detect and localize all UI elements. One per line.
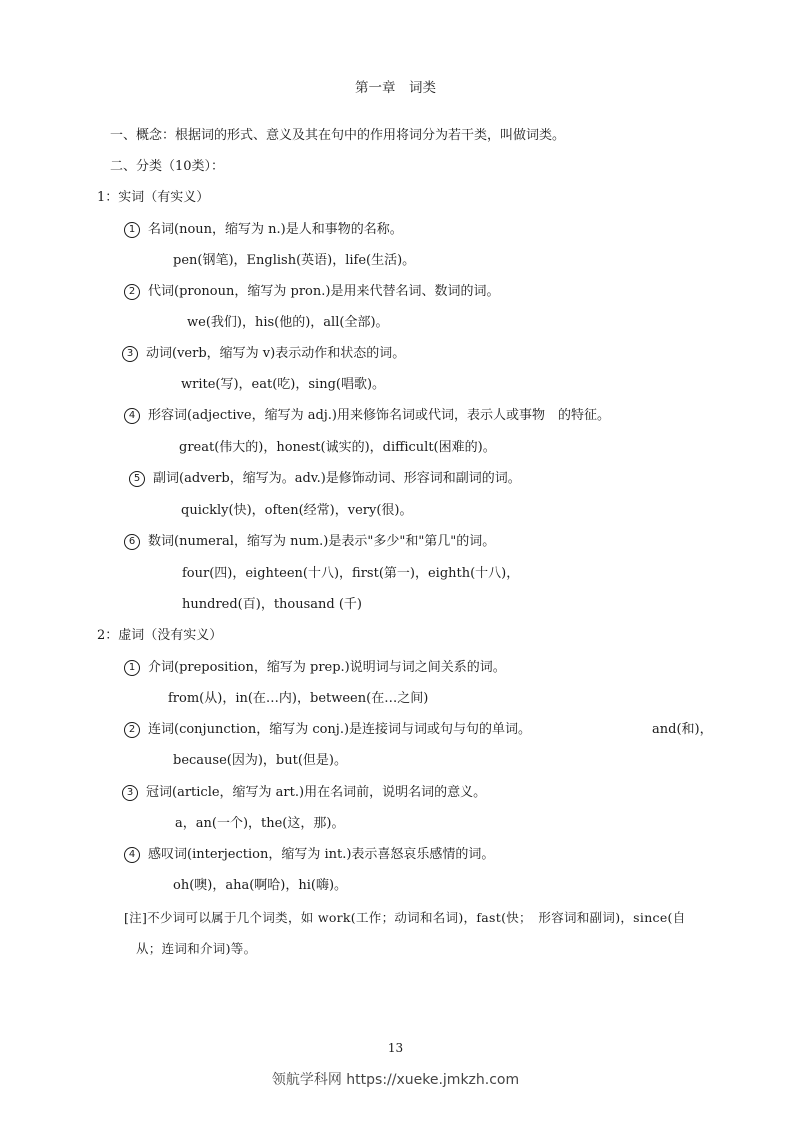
content-item-6 — [124, 533, 495, 551]
content-words-heading: 1：实词（有实义） — [97, 190, 210, 205]
function-item-3 — [122, 784, 486, 802]
item-example: because(因为)，but(但是)。 — [173, 753, 347, 768]
circled-number: 4 — [124, 847, 140, 863]
function-item-2 — [124, 721, 531, 739]
item-definition-tail: and(和)， — [652, 722, 713, 737]
classification-line: 二、分类（10类）： — [110, 159, 225, 174]
item-example: a，an(一个)，the(这，那)。 — [175, 816, 345, 831]
item-example: quickly(快)，often(经常)，very(很)。 — [181, 503, 413, 518]
circled-number: 5 — [129, 471, 145, 487]
circled-number: 2 — [124, 284, 140, 300]
item-definition: 动词(verb，缩写为 v)表示动作和状态的词。 — [146, 346, 406, 361]
item-definition: 代词(pronoun，缩写为 pron.)是用来代替名词、数词的词。 — [148, 284, 500, 299]
item-example: oh(噢)，aha(啊哈)，hi(嗨)。 — [173, 878, 348, 893]
concept-line: 一、概念：根据词的形式、意义及其在句中的作用将词分为若干类，叫做词类。 — [110, 128, 566, 143]
item-example: four(四)，eighteen(十八)，first(第一)，eighth(十八)， — [182, 566, 520, 581]
content-item-2 — [124, 283, 499, 301]
content-item-4 — [124, 407, 610, 425]
item-definition: 冠词(article，缩写为 art.)用在名词前，说明名词的意义。 — [146, 785, 487, 800]
item-definition: 形容词(adjective，缩写为 adj.)用来修饰名词或代词，表示人或事物 的特征。 — [148, 408, 611, 423]
page-number: 13 — [387, 1041, 404, 1055]
item-example: great(伟大的)，honest(诚实的)，difficult(困难的)。 — [179, 440, 496, 455]
circled-number: 6 — [124, 534, 140, 550]
function-words-heading: 2：虚词（没有实义） — [97, 628, 223, 643]
chapter-title: 第一章 词类 — [355, 80, 436, 96]
circled-number: 2 — [124, 722, 140, 738]
item-example: from(从)，in(在…内)，between(在…之间) — [168, 691, 429, 706]
circled-number: 1 — [124, 222, 140, 238]
content-item-5 — [129, 470, 521, 488]
note-line-2: 从；连词和介词)等。 — [136, 941, 257, 956]
function-item-4 — [124, 846, 494, 864]
footer-watermark: 领航学科网 https://xueke.jmkzh.com — [271, 1072, 520, 1088]
item-definition: 副词(adverb，缩写为。adv.)是修饰动词、形容词和副词的词。 — [153, 471, 521, 486]
item-example: write(写)，eat(吃)，sing(唱歌)。 — [181, 377, 386, 392]
circled-number: 4 — [124, 408, 140, 424]
item-definition: 名词(noun，缩写为 n.)是人和事物的名称。 — [148, 222, 403, 237]
item-example: we(我们)，his(他的)，all(全部)。 — [187, 315, 389, 330]
item-definition: 感叹词(interjection，缩写为 int.)表示喜怒哀乐感情的词。 — [148, 847, 495, 862]
item-definition: 连词(conjunction，缩写为 conj.)是连接词与词或句与句的单词。 — [148, 722, 532, 737]
item-example: pen(钢笔)，English(英语)，life(生活)。 — [173, 253, 416, 268]
circled-number: 1 — [124, 660, 140, 676]
item-example: hundred(百)，thousand (千) — [182, 597, 363, 612]
note-line-1: [注]不少词可以属于几个词类，如 work(工作；动词和名词)，fast(快； 形容词和副词)，since(自 — [124, 910, 686, 925]
item-definition: 数词(numeral，缩写为 num.)是表示"多少"和"第几"的词。 — [148, 534, 496, 549]
content-item-3 — [122, 345, 405, 363]
circled-number: 3 — [122, 785, 138, 801]
circled-number: 3 — [122, 346, 138, 362]
content-item-1 — [124, 221, 403, 239]
item-definition: 介词(preposition，缩写为 prep.)说明词与词之间关系的词。 — [148, 660, 506, 675]
function-item-1 — [124, 659, 506, 677]
